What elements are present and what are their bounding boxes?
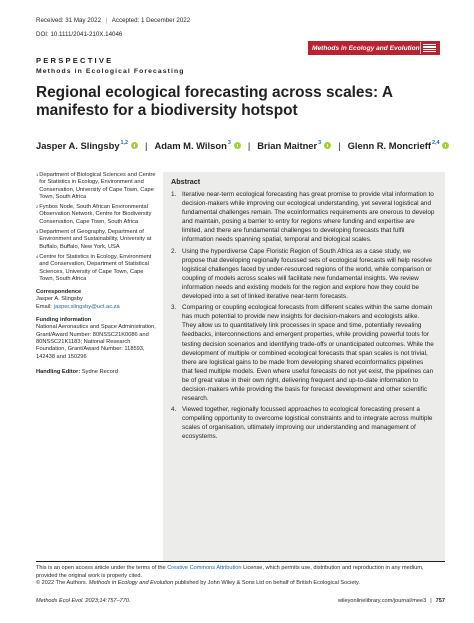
footer-divider <box>36 561 445 562</box>
handling-editor-name: Sydne Record <box>81 368 118 375</box>
author-separator: | <box>338 140 341 151</box>
author-name: Glenn R. Moncrieff <box>347 140 431 151</box>
orcid-icon[interactable] <box>442 142 449 149</box>
affiliation-number: 1 <box>36 172 39 177</box>
abstract-item-text: Using the hyperdiverse Cape Floristic Region of South Africa as a case study, we propose that developing regionally focussed sets of ecological forecasts will help resolve logistical challenges faced by under-resourced regions of the world, while comparison or coupling of models across scales will facilitate new fundamental insights. We review information needs and existing models for the region and explore how they could be developed into a set of linked iterative near-term forecasts. <box>182 247 433 301</box>
author-name: Brian Maitner <box>257 140 318 151</box>
affiliation-text: Centre for Statistics in Ecology, Environment and Conservation, Department of Statistical Sciences, University of Cape Town, Cape Town, South Africa <box>39 253 152 282</box>
funding-text: National Aeronautics and Space Administration, Grant/Award Number: 80NSSC21K0086 and 80NSSC21K1183; National Research Foundation, Grant/Award Number: 118593, 142438 and 150296 <box>36 324 156 360</box>
abstract-box <box>163 172 445 561</box>
abstract-heading: Abstract <box>171 177 201 186</box>
abstract-item <box>171 190 435 245</box>
received-date: Received: 31 May 2022 <box>36 17 102 24</box>
email-link[interactable]: jasper.slingsby@uct.ac.za <box>53 303 120 310</box>
author-separator: | <box>247 140 251 151</box>
orcid-icon[interactable] <box>324 142 331 149</box>
affiliation-text: Department of Geography, Department of Environment and Sustainability, University at Buffalo, Buffalo, New York, USA <box>39 229 152 250</box>
author-separator: | <box>145 140 148 151</box>
abstract-item-text: Comparing or coupling ecological forecasts from different scales within the same domain has much potential to provide new insights for decision-makers and ecologists alike. They allow us to quantitatively link processes in space and time, potentially revealing feedbacks, interconnections and emergent properties, while providing powerful tools for testing decision scenarios and identifying trade-offs or unanticipated outcomes. While the development of multiple or combined ecological forecasts that span scales is not trivial, there are logistical gains to be made from developing shared ecoinformatics pipelines that feed multiple models. Even where useful forecasts do not yet exist, the pipelines can be of great value in their own right, delivering frequent and up-to-date information to decision-makers while providing the basis for forecast development and other scientific research. <box>182 304 434 403</box>
orcid-icon[interactable] <box>234 142 241 149</box>
affiliation <box>36 204 156 226</box>
copyright-line <box>36 580 445 588</box>
footer-separator: | <box>430 598 432 604</box>
correspondence-email <box>36 304 156 311</box>
affiliation <box>36 254 156 283</box>
affiliation <box>36 172 156 201</box>
received-accepted-dates <box>36 17 190 24</box>
affiliation-text: Department of Biological Sciences and Centre for Statistics in Ecology, Environment and Conservation, University of Cape Town, Cape Town, South Africa <box>39 172 156 200</box>
abstract-item-number: 3. <box>171 304 177 312</box>
handling-editor-label: Handling Editor: <box>36 368 81 375</box>
funding-heading: Funding information <box>36 317 92 324</box>
abstract-item-number: 2. <box>171 247 177 255</box>
affiliation-number: 3 <box>36 229 39 235</box>
copyright-text: © 2022 The Authors. <box>36 580 88 587</box>
license-notice <box>36 565 445 588</box>
article-title: Regional ecological forecasting across scales: A manifesto for a biodiversity hotspot <box>36 84 393 119</box>
correspondence-name: Jasper A. Slingsby <box>36 296 83 303</box>
correspondence-heading: Correspondence <box>36 289 82 296</box>
author-wilson[interactable] <box>154 140 240 151</box>
license-text: License, which permits use, distribution and reproduction in any medium, provided the original work is properly cited. <box>36 565 424 579</box>
society-logo-icon <box>420 42 438 54</box>
journal-badge-label: Methods in Ecology and Evolution <box>312 44 420 52</box>
license-text: This is an open access article under the terms of the <box>36 565 166 571</box>
abstract-item-number: 4. <box>171 406 177 414</box>
abstract-item <box>171 405 435 441</box>
footer-right <box>290 598 445 604</box>
abstract-item <box>171 247 435 302</box>
affiliation-text: Fynbos Node, South African Environmental Observation Network, Centre for Biodiversity Conservation, Cape Town, South Africa <box>39 204 152 225</box>
journal-name: Methods in Ecology and Evolution <box>88 580 174 587</box>
creative-commons-link[interactable]: Creative Commons Attribution <box>167 565 242 571</box>
author-name: Jasper A. Slingsby <box>36 140 120 151</box>
page-number: 757 <box>435 598 445 604</box>
abstract-item-number: 1. <box>171 191 177 198</box>
article-category: Methods in Ecological Forecasting <box>36 68 185 75</box>
article-type: PERSPECTIVE <box>36 56 114 65</box>
abstract-item-text: Iterative near-term ecological forecasting has great promise to provide vital information to decision-makers while improving our ecological understanding, yet several logistical and fundamental challenges remain. The ecoinformatics requirements are onerous to develop and maintain, posing a barrier to entry for regions where funding and expertise are limited, and there are fundamental challenges to developing forecasts that fulfil information needs spanning spatial, temporal and biological scales. <box>182 191 435 244</box>
affiliation-number: 4 <box>36 253 39 259</box>
abstract-item <box>171 303 435 403</box>
author-affiliation-ref[interactable]: 1,2 <box>120 139 129 146</box>
journal-badge[interactable] <box>308 41 440 55</box>
doi-link[interactable]: DOI: 10.1111/2041-210X.14046 <box>36 31 123 38</box>
author-affiliation-ref[interactable]: 3 <box>318 139 322 146</box>
author-affiliation-ref[interactable]: 3 <box>227 139 231 146</box>
affiliation-number: 2 <box>36 204 39 210</box>
date-separator: | <box>105 17 108 24</box>
affiliation <box>36 229 156 251</box>
abstract-item-text: Viewed together, regionally focussed approaches to ecological forecasting present a compelling opportunity to overcome logistical constraints and to integrate across multiple scales of organisation, ultimately improving our understanding and management of ecosystems. <box>182 406 433 441</box>
author-name: Adam M. Wilson <box>154 140 227 151</box>
author-affiliation-ref[interactable]: 2,4 <box>431 139 440 146</box>
email-label: Email: <box>36 303 52 310</box>
author-maitner[interactable] <box>257 140 331 151</box>
author-moncrieff[interactable] <box>348 140 450 151</box>
handling-editor <box>36 369 156 376</box>
publisher-text: published by John Wiley & Sons Ltd on behalf of British Ecological Society. <box>174 580 360 587</box>
abstract-list <box>171 190 435 442</box>
license-line <box>36 565 445 580</box>
citation: Methods Ecol Evol. 2023;14:757–770. <box>36 598 131 604</box>
author-list <box>36 140 456 151</box>
author-slingsby[interactable] <box>36 140 138 151</box>
journal-url[interactable]: wileyonlinelibrary.com/journal/mee3 <box>338 598 427 604</box>
article-sidebar <box>36 172 156 376</box>
orcid-icon[interactable] <box>131 142 138 149</box>
accepted-date: Accepted: 1 December 2022 <box>111 17 191 24</box>
